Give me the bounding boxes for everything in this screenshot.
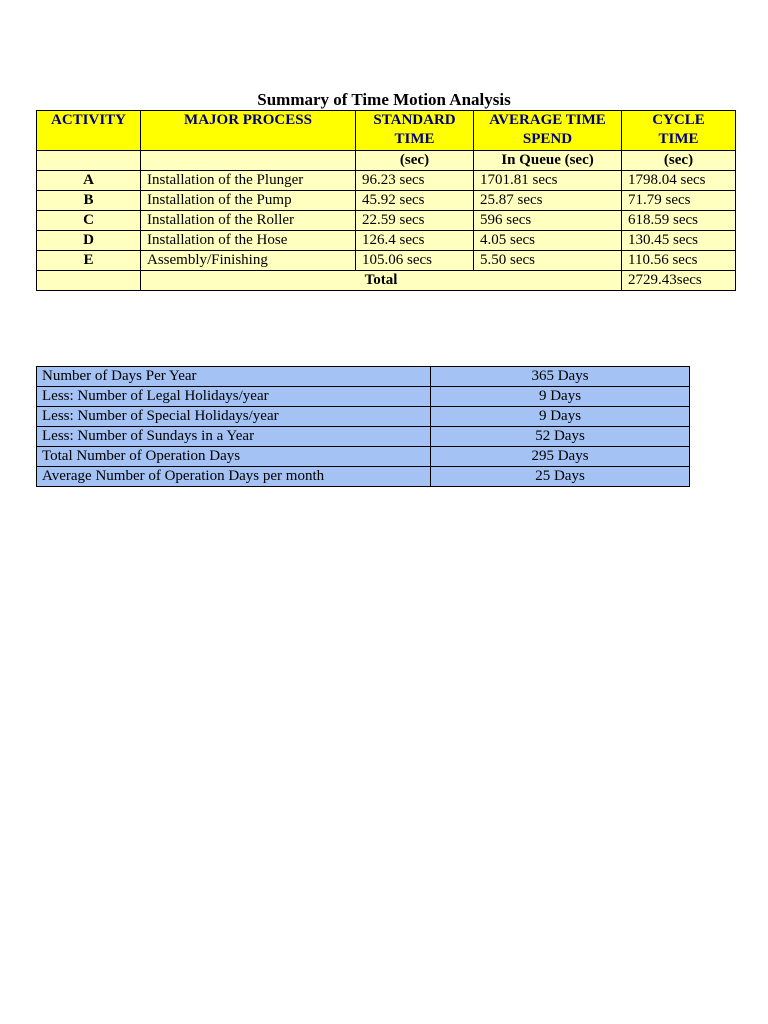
header-activity: ACTIVITY bbox=[37, 111, 141, 151]
subheader-empty-2 bbox=[141, 151, 356, 171]
row-average: 4.05 secs bbox=[474, 231, 622, 251]
table-row bbox=[37, 447, 690, 467]
subheader-average-time: In Queue (sec) bbox=[474, 151, 622, 171]
total-label: Total bbox=[141, 271, 622, 291]
row-label: Less: Number of Legal Holidays/year bbox=[37, 387, 431, 407]
row-activity: B bbox=[37, 191, 141, 211]
header-standard-time bbox=[356, 111, 474, 151]
row-value: 25 Days bbox=[431, 467, 690, 487]
table-row bbox=[37, 367, 690, 387]
total-value: 2729.43secs bbox=[622, 271, 736, 291]
row-process: Installation of the Pump bbox=[141, 191, 356, 211]
header-cycle-time bbox=[622, 111, 736, 151]
row-activity: C bbox=[37, 211, 141, 231]
row-label: Average Number of Operation Days per month bbox=[37, 467, 431, 487]
row-cycle: 1798.04 secs bbox=[622, 171, 736, 191]
subheader-cycle-time: (sec) bbox=[622, 151, 736, 171]
row-standard: 96.23 secs bbox=[356, 171, 474, 191]
row-value: 52 Days bbox=[431, 427, 690, 447]
row-standard: 22.59 secs bbox=[356, 211, 474, 231]
row-standard: 105.06 secs bbox=[356, 251, 474, 271]
table-row bbox=[37, 171, 736, 191]
row-average: 25.87 secs bbox=[474, 191, 622, 211]
table-row bbox=[37, 407, 690, 427]
subheader-standard-time: (sec) bbox=[356, 151, 474, 171]
row-process: Installation of the Roller bbox=[141, 211, 356, 231]
row-standard: 126.4 secs bbox=[356, 231, 474, 251]
table-row bbox=[37, 387, 690, 407]
header-average-time bbox=[474, 111, 622, 151]
row-process: Assembly/Finishing bbox=[141, 251, 356, 271]
row-value: 295 Days bbox=[431, 447, 690, 467]
row-value: 365 Days bbox=[431, 367, 690, 387]
table-subheader-row bbox=[37, 151, 736, 171]
header-standard-time-text: STANDARD TIME bbox=[373, 112, 456, 147]
row-value: 9 Days bbox=[431, 387, 690, 407]
header-cycle-time-text: CYCLE TIME bbox=[652, 112, 705, 147]
header-average-time-text: AVERAGE TIME SPEND bbox=[489, 112, 606, 147]
operation-days-table bbox=[36, 366, 690, 487]
row-cycle: 130.45 secs bbox=[622, 231, 736, 251]
total-empty bbox=[37, 271, 141, 291]
page-title: Summary of Time Motion Analysis bbox=[257, 90, 511, 109]
row-process: Installation of the Plunger bbox=[141, 171, 356, 191]
time-motion-table bbox=[36, 110, 736, 291]
header-major-process: MAJOR PROCESS bbox=[141, 111, 356, 151]
row-process: Installation of the Hose bbox=[141, 231, 356, 251]
row-label: Number of Days Per Year bbox=[37, 367, 431, 387]
row-average: 1701.81 secs bbox=[474, 171, 622, 191]
row-standard: 45.92 secs bbox=[356, 191, 474, 211]
row-value: 9 Days bbox=[431, 407, 690, 427]
row-cycle: 110.56 secs bbox=[622, 251, 736, 271]
total-row bbox=[37, 271, 736, 291]
table-row bbox=[37, 231, 736, 251]
row-cycle: 618.59 secs bbox=[622, 211, 736, 231]
table-row bbox=[37, 251, 736, 271]
row-cycle: 71.79 secs bbox=[622, 191, 736, 211]
row-average: 596 secs bbox=[474, 211, 622, 231]
row-label: Total Number of Operation Days bbox=[37, 447, 431, 467]
table-header-row bbox=[37, 111, 736, 151]
table-row bbox=[37, 467, 690, 487]
table-row bbox=[37, 191, 736, 211]
row-activity: E bbox=[37, 251, 141, 271]
row-average: 5.50 secs bbox=[474, 251, 622, 271]
subheader-empty-1 bbox=[37, 151, 141, 171]
row-label: Less: Number of Special Holidays/year bbox=[37, 407, 431, 427]
row-label: Less: Number of Sundays in a Year bbox=[37, 427, 431, 447]
table-row bbox=[37, 427, 690, 447]
row-activity: A bbox=[37, 171, 141, 191]
table-row bbox=[37, 211, 736, 231]
row-activity: D bbox=[37, 231, 141, 251]
